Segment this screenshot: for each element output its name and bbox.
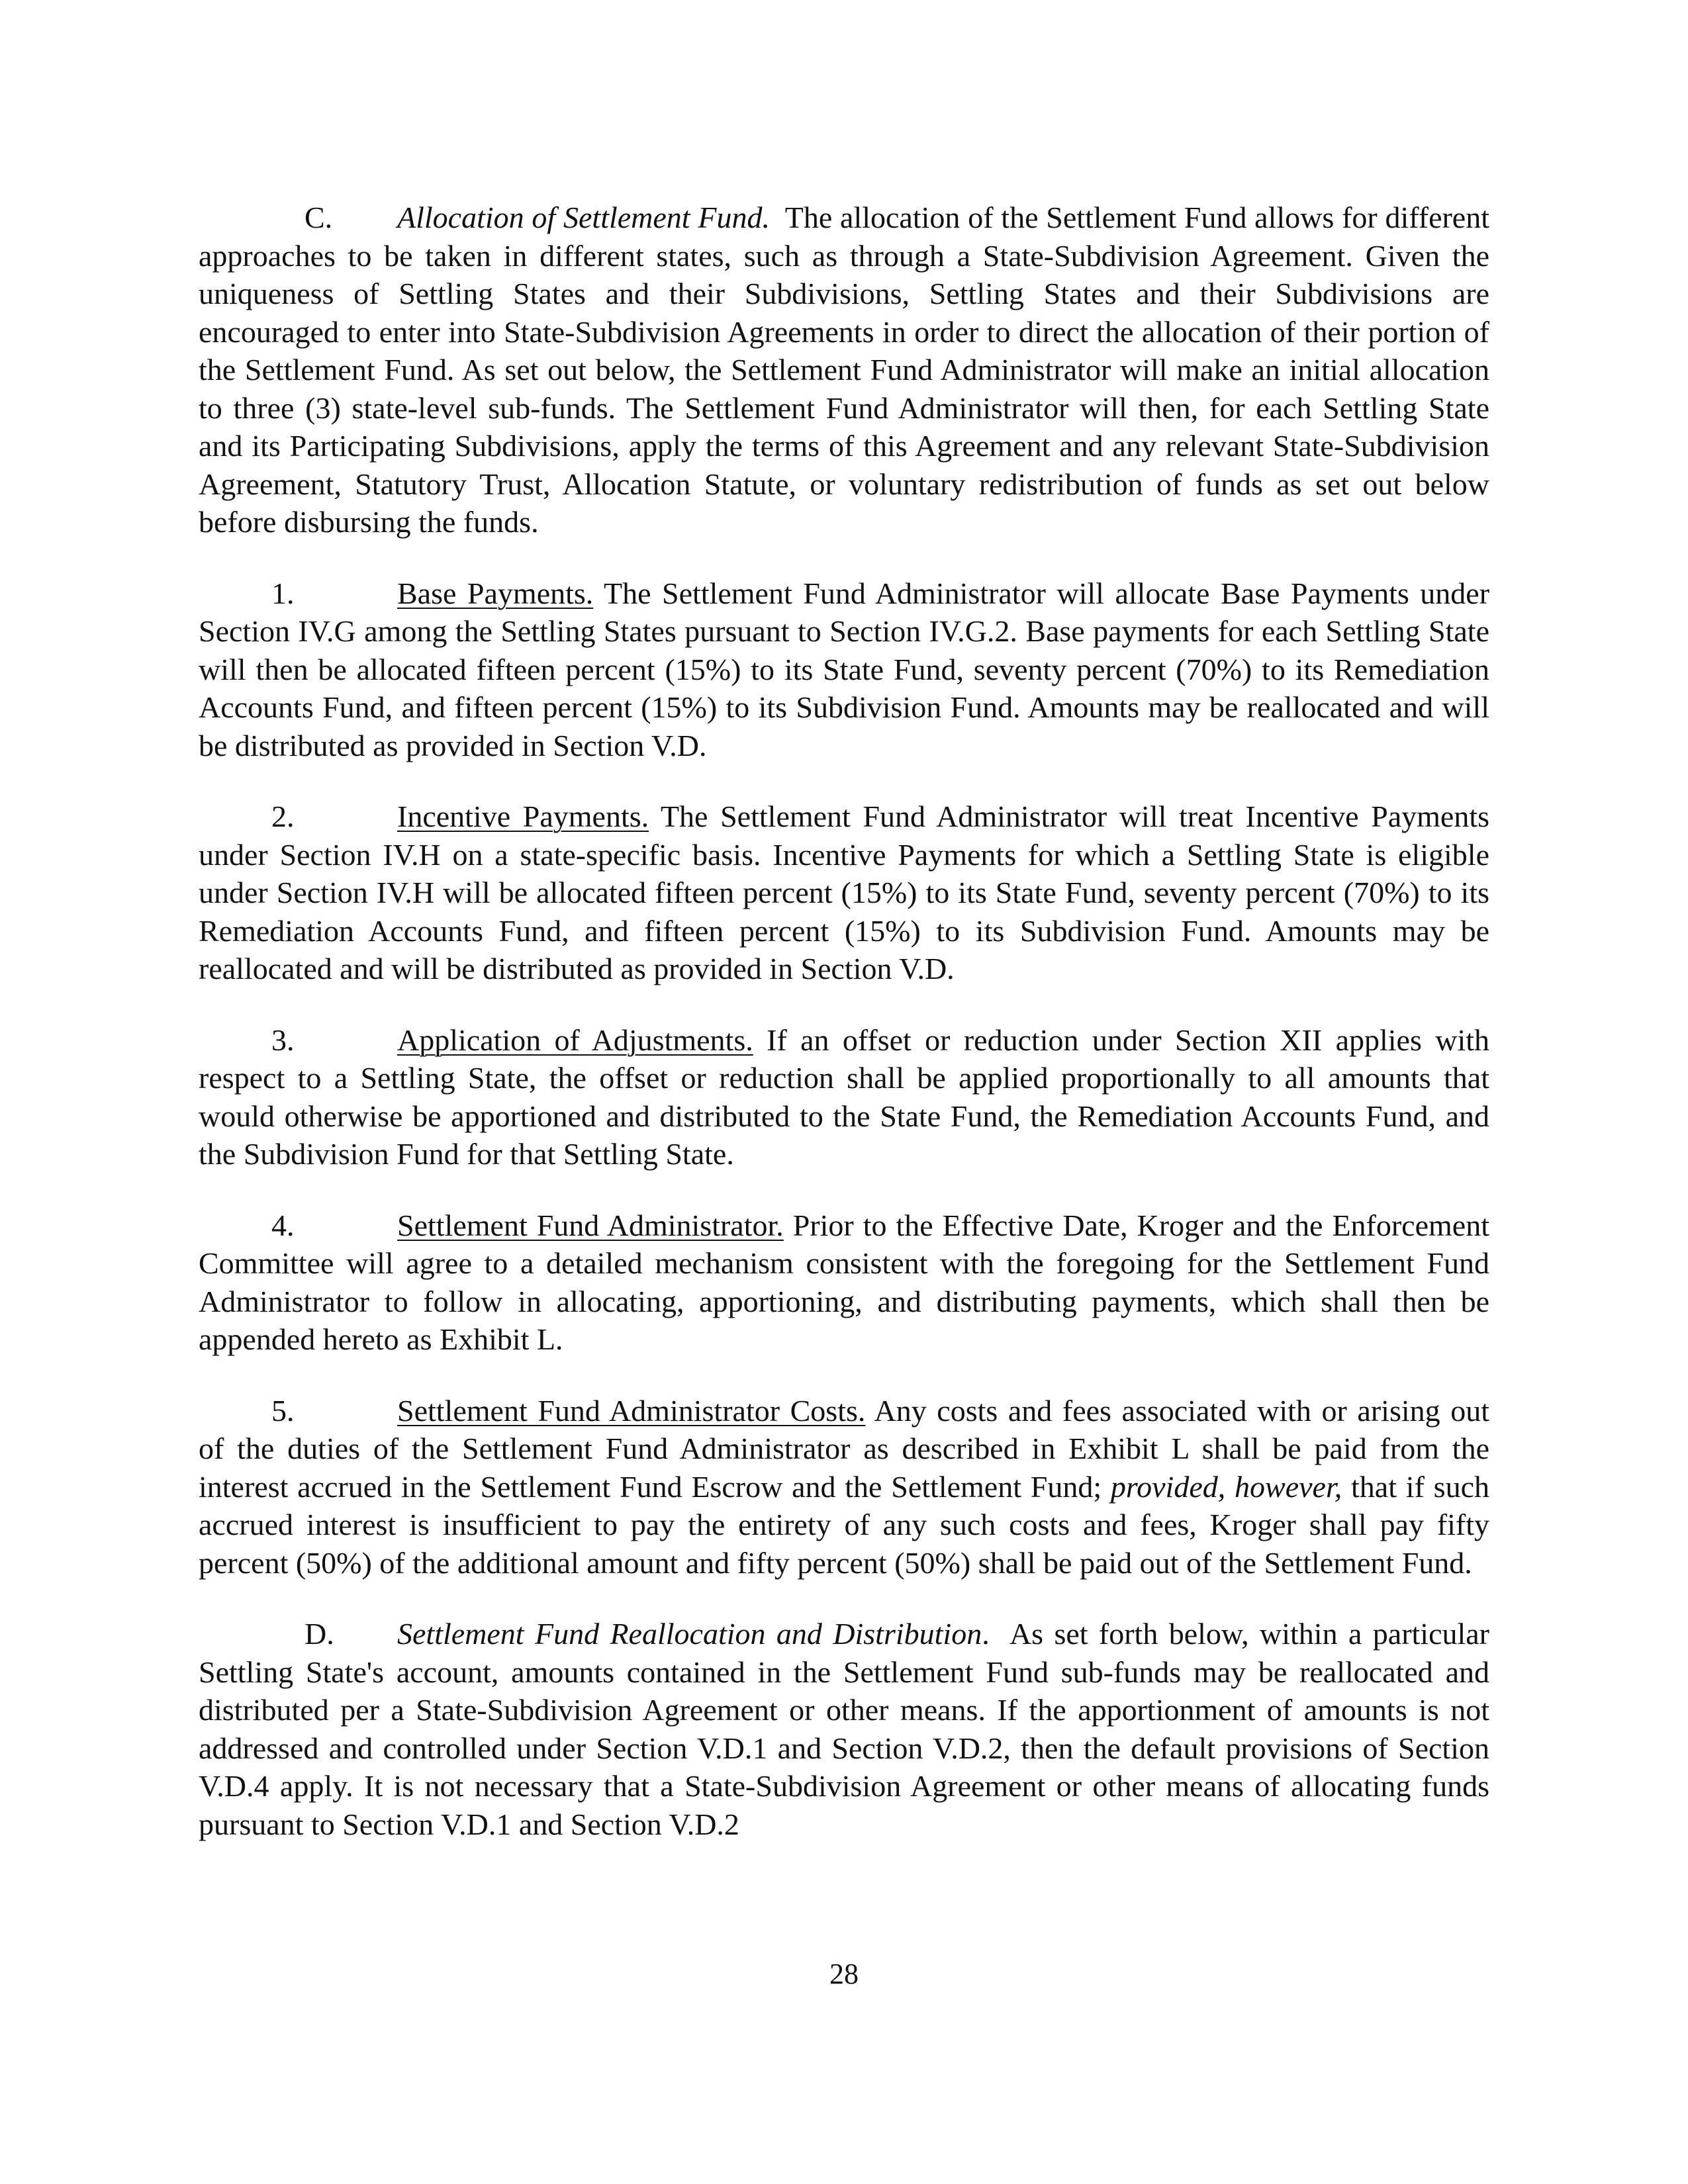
section-d-paragraph	[199, 1615, 1489, 1843]
item-4-body: Prior to the Effective Date, Kroger and the Enforcement Committee will agree to a detailed mechanism consistent with the foregoing for the Settlement Fund Administrator to follow in allocating, apportioning, and distributing payments, which shall then be appended hereto as Exhibit L.	[199, 1208, 1489, 1356]
page-number: 28	[829, 1958, 859, 1990]
item-5-title: Settlement Fund Administrator Costs.	[397, 1393, 866, 1428]
item-4-number: 4.	[271, 1208, 295, 1242]
item-2-body: The Settlement Fund Administrator will treat Incentive Payments under Section IV.H on a state-specific basis. Incentive Payments for which a Settling State is eligible under Section IV.H will be allocated fifteen percent (15%) to its State Fund, seventy percent (70%) to its Remediation Accounts Fund, and fifteen percent (15%) to its Subdivision Fund. Amounts may be reallocated and will be distributed as provided in Section V.D.	[199, 799, 1490, 985]
item-4-title: Settlement Fund Administrator.	[397, 1208, 784, 1242]
item-5-body-after: that if such accrued interest is insufficient to pay the entirety of any such costs and fees, Kroger shall pay fifty percent (50%) of the additional amount and fifty percent (50%) shall be paid out of the Settlement Fund.	[199, 1469, 1489, 1580]
item-3-paragraph	[199, 1021, 1489, 1173]
section-d-heading-end: .	[982, 1617, 990, 1651]
item-4-paragraph	[199, 1206, 1489, 1359]
item-5-paragraph	[199, 1392, 1489, 1582]
section-d-label: D.	[305, 1617, 334, 1651]
section-d-heading: Settlement Fund Reallocation and Distribution	[397, 1617, 982, 1651]
document-page	[199, 199, 1489, 1876]
item-2-number: 2.	[271, 799, 295, 833]
item-1-body: The Settlement Fund Administrator will allocate Base Payments under Section IV.G among the Settling States pursuant to Section IV.G.2. Base payments for each Settling State will then be allocated fifteen percent (15%) to its State Fund, seventy percent (70%) to its Remediation Accounts Fund, and fifteen percent (15%) to its Subdivision Fund. Amounts may be reallocated and will be distributed as provided in Section V.D.	[199, 576, 1490, 762]
item-3-body: If an offset or reduction under Section XII applies with respect to a Settling State, the offset or reduction shall be applied proportionally to all amounts that would otherwise be apportioned and distributed to the State Fund, the Remediation Accounts Fund, and the Subdivision Fund for that Settling State.	[199, 1023, 1490, 1171]
item-2-title: Incentive Payments.	[397, 799, 649, 833]
section-d-body: As set forth below, within a particular Settling State's account, amounts contained in the Settlement Fund sub-funds may be reallocated and distributed per a State-Subdivision Agreement or other means. If the apportionment of amounts is not addressed and controlled under Section V.D.1 and Section V.D.2, then the default provisions of Section V.D.4 apply. It is not necessary that a State-Subdivision Agreement or other means of allocating funds pursuant to Section V.D.1 and Section V.D.2	[199, 1617, 1489, 1841]
section-c-label: C.	[305, 201, 333, 234]
item-1-number: 1.	[271, 576, 295, 610]
item-1-paragraph	[199, 574, 1489, 765]
section-c-heading: Allocation of Settlement Fund.	[397, 201, 770, 234]
section-c-paragraph	[199, 199, 1489, 541]
item-3-title: Application of Adjustments.	[397, 1023, 753, 1057]
item-5-body-before: Any costs and fees associated with or arising out of the duties of the Settlement Fund Administrator as described in Exhibit L shall be paid from the interest accrued in the Settlement Fund Escrow and the Settlement Fund;	[199, 1393, 1489, 1504]
item-1-title: Base Payments.	[397, 576, 594, 610]
item-5-body-italic: provided, however,	[1110, 1469, 1342, 1504]
item-2-paragraph	[199, 797, 1489, 988]
section-c-body: The allocation of the Settlement Fund allows for different approaches to be taken in different states, such as through a State-Subdivision Agreement. Given the uniqueness of Settling States and their Subdivisions, Settling States and their Subdivisions are encouraged to enter into State-Subdivision Agreements in order to direct the allocation of their portion of the Settlement Fund. As set out below, the Settlement Fund Administrator will make an initial allocation to three (3) state-level sub-funds. The Settlement Fund Administrator will then, for each Settling State and its Participating Subdivisions, apply the terms of this Agreement and any relevant State-Subdivision Agreement, Statutory Trust, Allocation Statute, or voluntary redistribution of funds as set out below before disbursing the funds.	[199, 201, 1490, 539]
item-5-number: 5.	[271, 1393, 295, 1428]
item-3-number: 3.	[271, 1023, 295, 1057]
